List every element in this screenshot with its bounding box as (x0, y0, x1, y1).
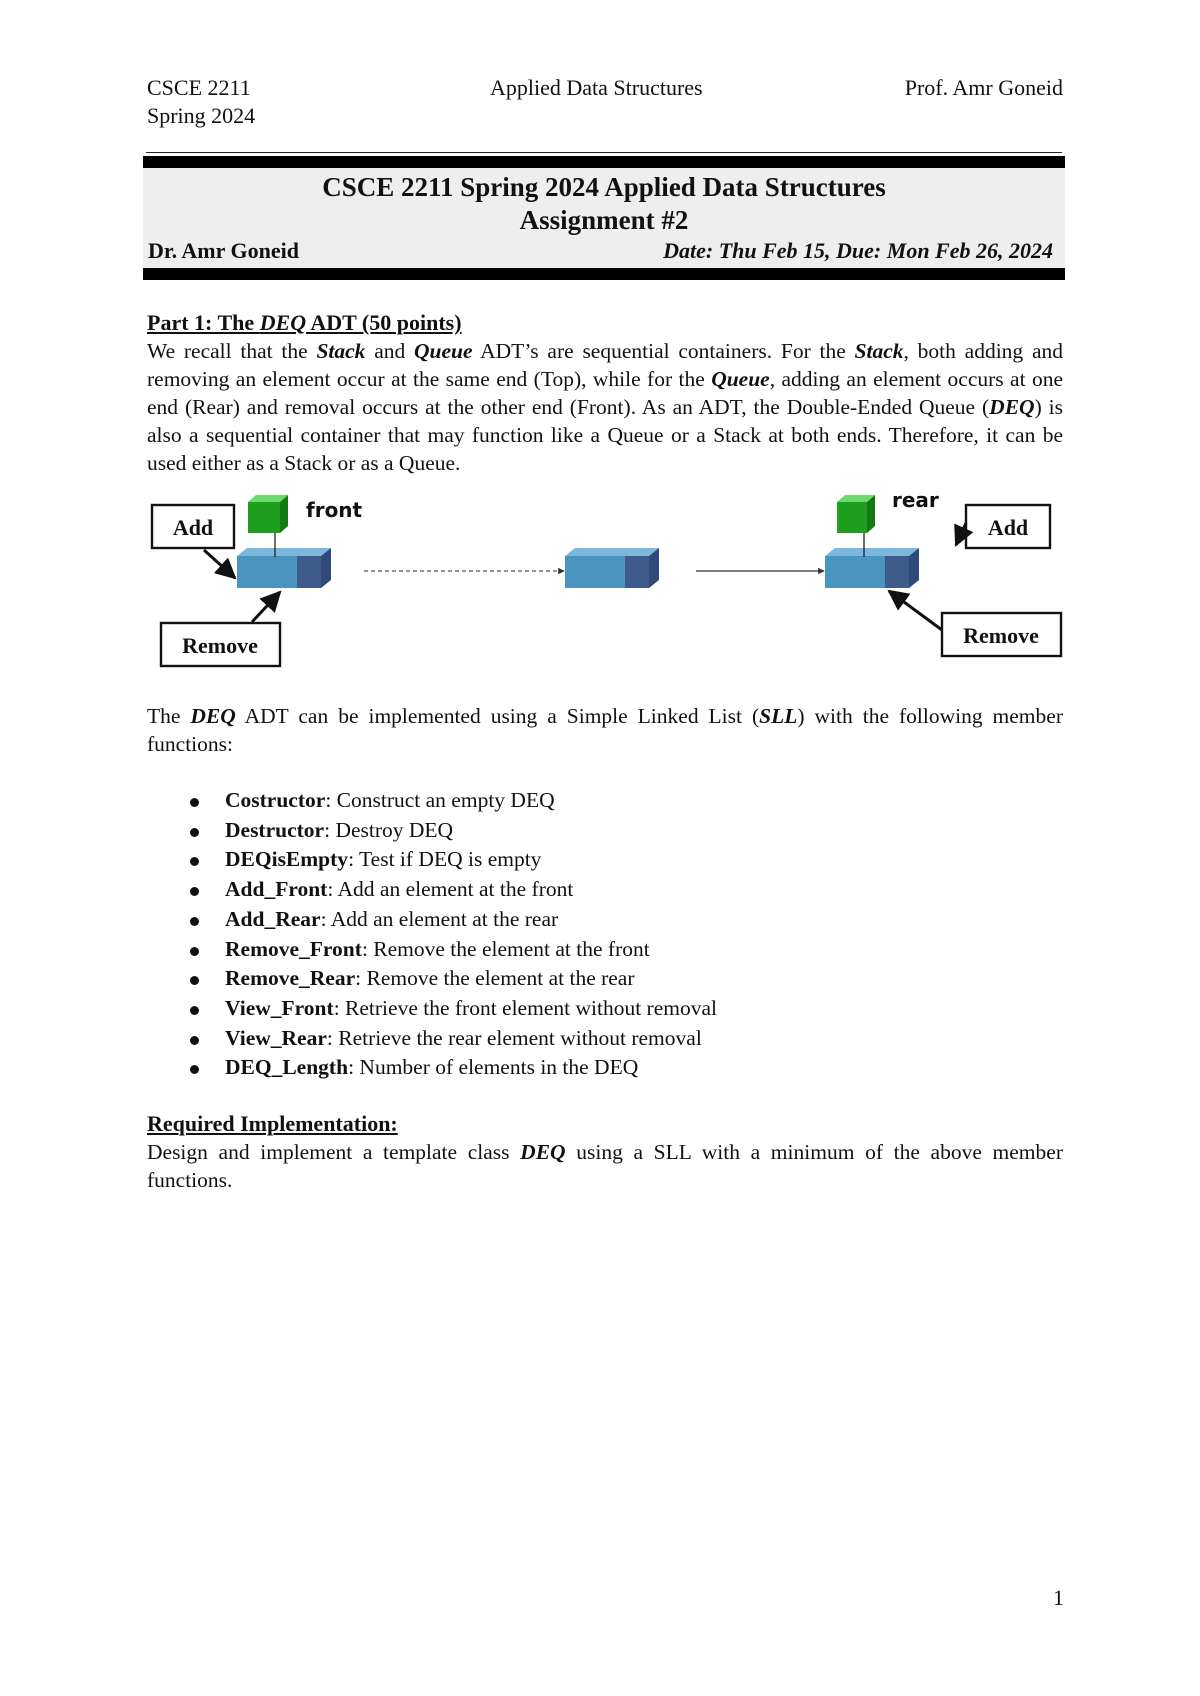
function-description: : Retrieve the rear element without removal (326, 1025, 702, 1050)
list-item (147, 964, 717, 994)
page-number: 1 (1053, 1585, 1064, 1610)
front-node (237, 548, 331, 588)
part1-heading: Part 1: The DEQ ADT (50 points) (147, 310, 462, 335)
remove-right-label: Remove (963, 623, 1039, 648)
function-description: : Remove the element at the rear (355, 966, 635, 991)
function-name: Add_Front (225, 877, 328, 902)
deq-diagram (140, 487, 1080, 677)
list-item (147, 935, 717, 965)
function-name: DEQisEmpty (225, 847, 349, 872)
required-heading: Required Implementation: (147, 1111, 398, 1136)
list-item (147, 1024, 717, 1054)
header-term: Spring 2024 (147, 103, 256, 128)
term-queue: Queue (414, 339, 473, 363)
required-paragraph: Design and implement a template class DEQ using a SLL with a minimum of the above member functions. (147, 1140, 1063, 1192)
add-left-label: Add (172, 515, 214, 540)
bullet-icon (190, 976, 199, 985)
function-name: Destructor (225, 817, 325, 842)
function-description: : Test if DEQ is empty (348, 847, 542, 872)
add-left-arrow (204, 550, 235, 578)
list-item (147, 845, 717, 875)
bullet-icon (190, 1036, 199, 1045)
list-item (147, 786, 717, 816)
list-item (147, 905, 717, 935)
front-pointer-icon (248, 495, 288, 557)
header-course: CSCE 2211 (147, 75, 251, 100)
part1-intro-paragraph: We recall that the Stack and Queue ADT’s are sequential containers. For the Stack, both adding and removing an element occur at the same end (Top), while for the Queue, adding an element occurs at one end (Rear) and removal occurs at the other end (Front). As an ADT, the Double-Ended Queue (DEQ) is also a sequential container that may function like a Queue or a Stack at both ends. Therefore, it can be used either as a Stack or as a Queue. (147, 339, 1064, 475)
title-line-1: CSCE 2211 Spring 2024 Applied Data Structures (322, 172, 886, 202)
list-item (147, 1053, 717, 1083)
function-description: : Remove the element at the front (361, 936, 650, 961)
rear-pointer-icon (837, 495, 875, 557)
function-name: Remove_Front (225, 936, 362, 961)
function-name: View_Front (225, 995, 334, 1020)
term-stack: Stack (316, 339, 366, 363)
heading-deq: DEQ (259, 310, 307, 335)
header-rule (146, 152, 1062, 153)
bullet-icon (190, 828, 199, 837)
header-course-title: Applied Data Structures (490, 75, 703, 100)
bullet-icon (190, 798, 199, 807)
function-name: Remove_Rear (225, 966, 356, 991)
function-description: : Add an element at the rear (320, 906, 559, 931)
bullet-icon (190, 917, 199, 926)
term-sll: SLL (759, 704, 798, 728)
front-label: front (306, 498, 363, 522)
function-name: Add_Rear (225, 906, 321, 931)
bullet-icon (190, 857, 199, 866)
bullet-icon (190, 1065, 199, 1074)
remove-left-arrow (252, 592, 280, 622)
rear-label: rear (892, 488, 939, 512)
author: Dr. Amr Goneid (148, 238, 299, 263)
function-description: : Retrieve the front element without removal (333, 995, 717, 1020)
function-name: View_Rear (225, 1025, 327, 1050)
function-description: : Destroy DEQ (324, 817, 454, 842)
function-description: : Add an element at the front (327, 877, 574, 902)
assignment-title: Assignment #2 (519, 205, 689, 235)
assignment-dates: Date: Thu Feb 15, Due: Mon Feb 26, 2024 (663, 238, 1053, 263)
function-description: : Number of elements in the DEQ (348, 1055, 639, 1080)
remove-left-label: Remove (182, 633, 258, 658)
title-block (143, 168, 1065, 268)
list-item (147, 994, 717, 1024)
title-bar-bottom (143, 268, 1065, 280)
bullet-icon (190, 947, 199, 956)
function-name: Costructor (225, 788, 326, 812)
header-professor: Prof. Amr Goneid (904, 75, 1063, 100)
bullet-icon (190, 887, 199, 896)
term-deq: DEQ (190, 704, 236, 728)
function-name: DEQ_Length (225, 1055, 349, 1080)
list-item (147, 875, 717, 905)
title-bar-top (143, 156, 1065, 168)
term-queue: Queue (711, 367, 770, 391)
list-item (147, 816, 717, 846)
add-right-label: Add (987, 515, 1029, 540)
function-description: : Construct an empty DEQ (325, 788, 555, 812)
term-stack: Stack (854, 339, 904, 363)
add-right-arrow (956, 523, 966, 545)
bullet-icon (190, 1006, 199, 1015)
remove-right-arrow (889, 591, 942, 630)
middle-node (565, 548, 659, 588)
term-deq: DEQ (989, 395, 1035, 419)
term-deq: DEQ (520, 1140, 566, 1164)
member-function-list (147, 786, 717, 1083)
implementation-intro: The DEQ ADT can be implemented using a Simple Linked List (SLL) with the following member functions: (147, 704, 1063, 756)
rear-node (825, 548, 919, 588)
